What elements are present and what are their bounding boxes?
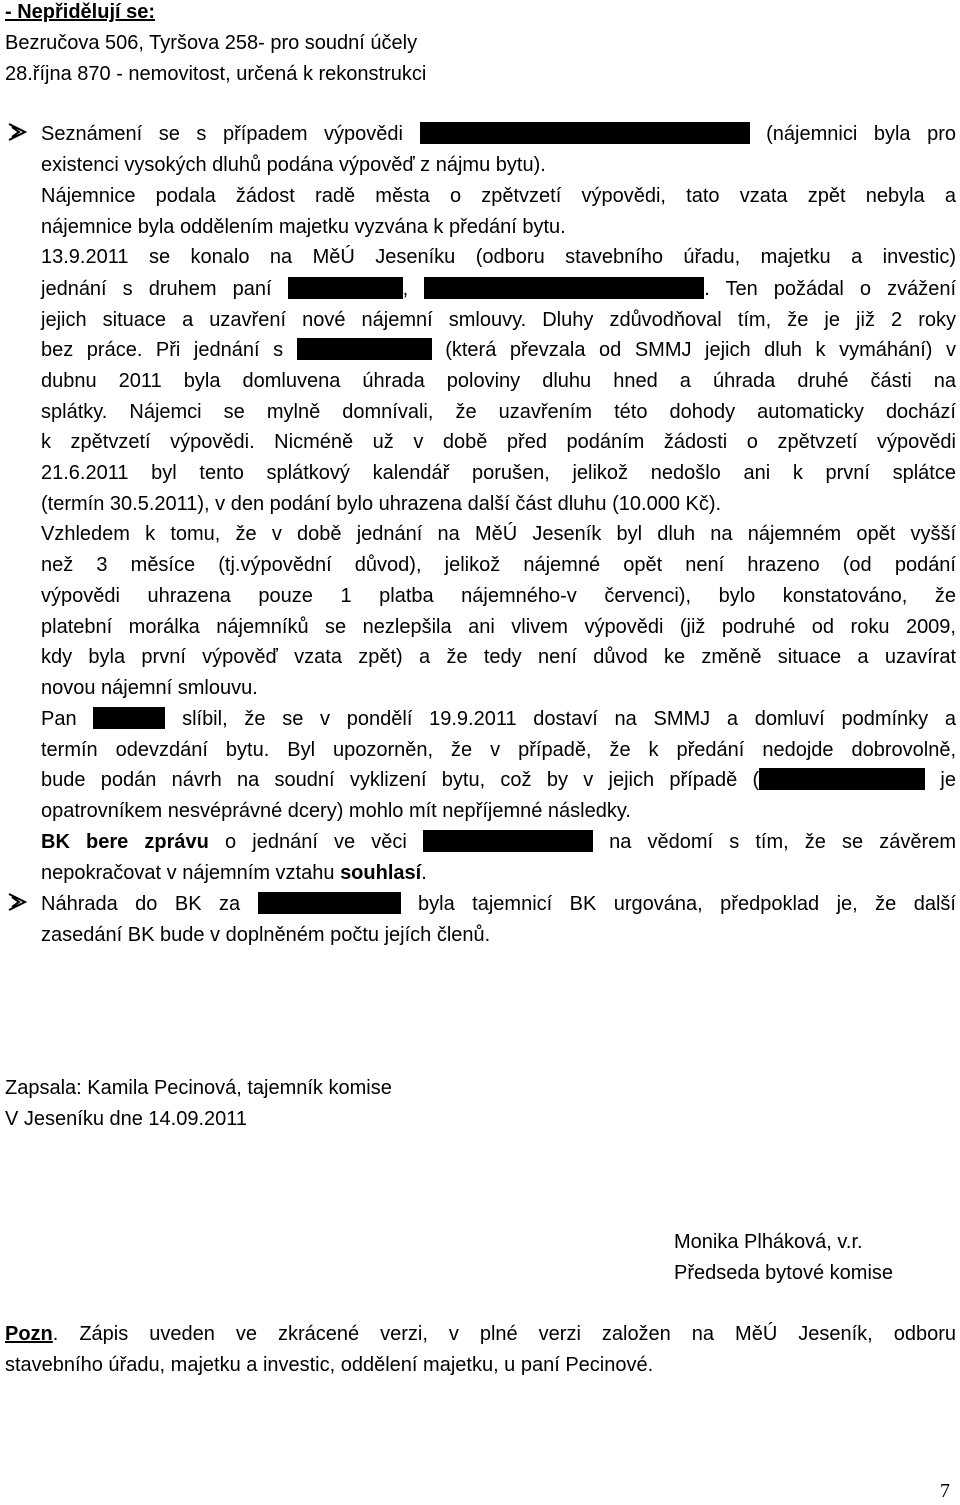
case1-line-17: platební morálka nájemníků se nezlepšila ani vlivem výpovědi (již podruhé od roku 2009,	[41, 616, 956, 638]
case1-line-21: termín odevzdání bytu. Byl upozorněn, že v případě, že k předání nedojde dobrovolně,	[41, 739, 956, 761]
redaction-box	[288, 277, 403, 299]
case1-line-13: (termín 30.5.2011), v den podání bylo uhrazena další část dluhu (10.000 Kč).	[41, 493, 722, 515]
case1-line-5: 13.9.2011 se konalo na MěÚ Jeseníku (odboru stavebního úřadu, majetku a investic)	[41, 246, 956, 268]
case1-line-10: splátky. Nájemci se mylně domnívali, že uzavřením této dohody automaticky dochází	[41, 401, 956, 423]
case1-line-12: 21.6.2011 byl tento splátkový kalendář porušen, jelikož nedošlo ani k první splátce	[41, 462, 956, 484]
note-line-2: stavebního úřadu, majetku a investic, oddělení majetku, u paní Pecinové.	[5, 1354, 654, 1376]
not-assigned-line-1: Bezručova 506, Tyršova 258- pro soudní účely	[5, 32, 418, 54]
redaction-box	[420, 122, 750, 144]
arrow-bullet-icon	[6, 891, 28, 920]
arrow-bullet-icon	[6, 121, 28, 150]
case1-line-25: nepokračovat v nájemním vztahu souhlasí.	[41, 862, 427, 884]
case1-line-4: nájemnice byla oddělením majetku vyzvána k předání bytu.	[41, 216, 566, 238]
case2-line-2: zasedání BK bude v doplněném počtu jejích členů.	[41, 924, 491, 946]
redaction-box	[93, 707, 165, 729]
redaction-box	[258, 892, 401, 914]
signer-role: Předseda bytové komise	[674, 1262, 894, 1284]
case1-line-7: jejich situace a uzavření nové nájemní smlouvy. Dluhy zdůvodňoval tím, že je již 2 roky	[41, 309, 956, 331]
case1-line-2: existenci vysokých dluhů podána výpověď z nájmu bytu).	[41, 154, 546, 176]
case1-line-23: opatrovníkem nesvéprávné dcery) mohlo mít nepříjemné následky.	[41, 800, 631, 822]
redaction-box	[297, 338, 432, 360]
case1-line-14: Vzhledem k tomu, že v době jednání na MěÚ Jeseník byl dluh na nájemném opět vyšší	[41, 523, 956, 545]
case1-line-9: dubnu 2011 byla domluvena úhrada poloviny dluhu hned a úhrada druhé části na	[41, 370, 956, 392]
note-line-1: Pozn. Zápis uveden ve zkrácené verzi, v plné verzi založen na MěÚ Jeseník, odboru	[5, 1323, 956, 1345]
case1-line-6: jednání s druhem paní , . Ten požádal o zvážení	[41, 278, 956, 300]
case1-line-20: Pan slíbil, že se v pondělí 19.9.2011 dostaví na SMMJ a domluví podmínky a	[41, 708, 957, 730]
case1-line-15: než 3 měsíce (tj.výpovědní důvod), jelikož nájemné opět není hrazeno (od podání	[41, 554, 956, 576]
case1-line-11: k zpětvzetí výpovědi. Nicméně už v době před podáním žádosti o zpětvzetí výpovědi	[41, 431, 956, 453]
not-assigned-line-2: 28.října 870 - nemovitost, určená k rekonstrukci	[5, 63, 427, 85]
case1-line-19: novou nájemní smlouvu.	[41, 677, 258, 699]
redaction-box	[759, 768, 925, 790]
case1-line-3: Nájemnice podala žádost radě města o zpětvzetí výpovědi, tato vzata zpět nebyla a	[41, 185, 956, 207]
date-line: V Jeseníku dne 14.09.2011	[5, 1108, 248, 1130]
page-number: 7	[940, 1480, 950, 1502]
case1-line-1: Seznámení se s případem výpovědi (nájemnici byla pro	[41, 123, 957, 145]
not-assigned-heading: - Nepřidělují se:	[5, 1, 156, 23]
case1-line-16: výpovědi uhrazena pouze 1 platba nájemného-v červenci), bylo konstatováno, že	[41, 585, 956, 607]
signer-name: Monika Plháková, v.r.	[674, 1231, 863, 1253]
redaction-box	[424, 277, 704, 299]
note-label: Pozn	[5, 1323, 53, 1345]
case1-line-18: kdy byla první výpověď vzata zpět) a že tedy není důvod ke změně situace a uzavírat	[41, 646, 956, 668]
case1-line-24: BK bere zprávu o jednání ve věci na vědomí s tím, že se závěrem	[41, 831, 956, 853]
redaction-box	[423, 830, 593, 852]
case1-line-8: bez práce. Při jednání s (která převzala od SMMJ jejich dluh k vymáhání) v	[41, 339, 957, 361]
case2-line-1: Náhrada do BK za byla tajemnicí BK urgována, předpoklad je, že další	[41, 893, 956, 915]
recorded-by: Zapsala: Kamila Pecinová, tajemník komise	[5, 1077, 392, 1099]
case1-line-22: bude podán návrh na soudní vyklizení bytu, což by v jejich případě ( je	[41, 769, 956, 791]
